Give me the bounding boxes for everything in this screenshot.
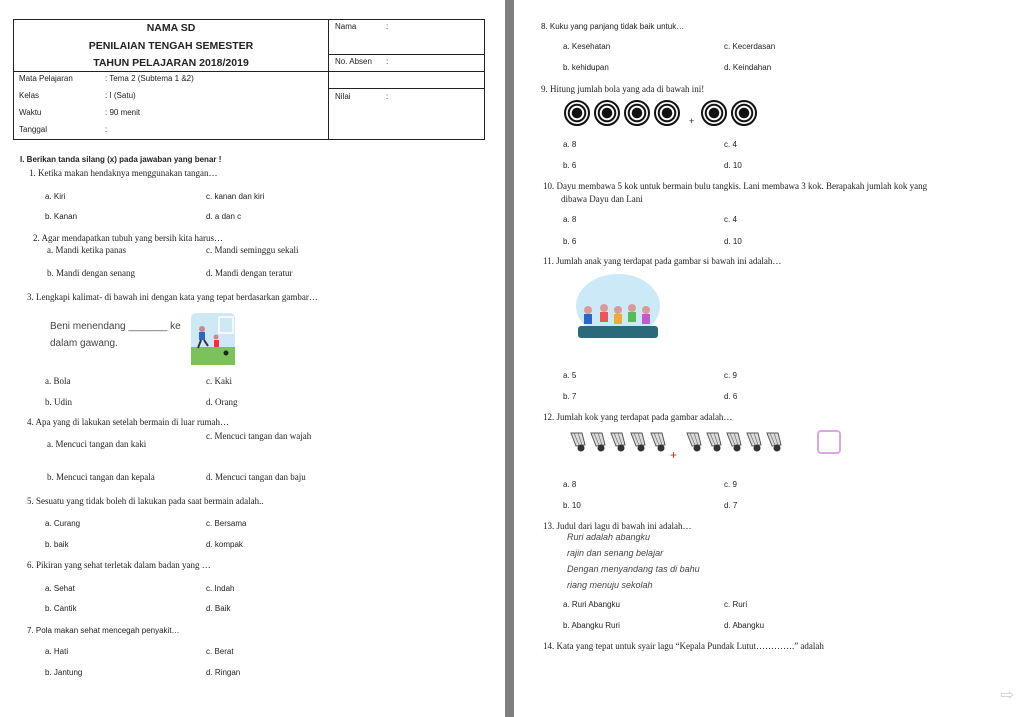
q7-option-c[interactable]: c. Berat (206, 647, 234, 656)
answer-box[interactable] (817, 430, 841, 454)
question-4: 4. Apa yang di lakukan setelah bermain di luar rumah… (27, 417, 229, 427)
q12-option-c[interactable]: c. 9 (724, 480, 737, 489)
q9-option-b[interactable]: b. 6 (563, 161, 577, 170)
page-right (514, 0, 1024, 717)
q5-option-a[interactable]: a. Curang (45, 519, 81, 528)
q8-option-d[interactable]: d. Keindahan (724, 63, 772, 72)
lyric-line-3: Dengan menyandang tas di bahu (567, 564, 700, 574)
shuttlecock-icon (570, 431, 588, 453)
shuttlecock-icon (686, 431, 704, 453)
q3-option-a[interactable]: a. Bola (45, 376, 71, 386)
q7-option-d[interactable]: d. Ringan (206, 668, 241, 677)
soccer-ball-icon (594, 100, 620, 126)
q5-option-c[interactable]: c. Bersama (206, 519, 247, 528)
date-value: : (105, 125, 108, 134)
q1-option-c[interactable]: c. kanan dan kiri (206, 192, 265, 201)
soccer-kid-illustration (191, 313, 235, 365)
shuttlecock-icon (590, 431, 608, 453)
page-left (0, 0, 505, 717)
q1-option-b[interactable]: b. Kanan (45, 212, 78, 221)
plus-sign-red: + (670, 448, 678, 462)
shuttlecock-icon (766, 431, 784, 453)
exam-title: PENILAIAN TENGAH SEMESTER (88, 40, 254, 52)
q13-option-b[interactable]: b. Abangku Ruri (563, 621, 620, 630)
nilai-label: Nilai (335, 92, 351, 101)
question-10-line2: dibawa Dayu dan Lani (561, 194, 643, 204)
exam-year: TAHUN PELAJARAN 2018/2019 (93, 57, 249, 69)
q4-option-a[interactable]: a. Mencuci tangan dan kaki (47, 439, 147, 449)
q13-option-c[interactable]: c. Ruri (724, 600, 748, 609)
q3-sentence-line1: Beni menendang _______ ke (50, 321, 181, 332)
time-label: Waktu (19, 108, 42, 117)
q8-option-a[interactable]: a. Kesehatan (563, 42, 611, 51)
q4-option-b[interactable]: b. Mencuci tangan dan kepala (47, 472, 155, 482)
q7-option-a[interactable]: a. Hati (45, 647, 69, 656)
question-3: 3. Lengkapi kalimat- di bawah ini dengan kata yang tepat berdasarkan gambar… (27, 292, 318, 302)
lyric-line-2: rajin dan senang belajar (567, 548, 664, 558)
nilai-colon: : (386, 92, 389, 101)
subject-label: Mata Pelajaran (19, 74, 73, 83)
question-9: 9. Hitung jumlah bola yang ada di bawah ini! (541, 84, 705, 94)
question-6: 6. Pikiran yang sehat terletak dalam badan yang … (27, 560, 211, 570)
class-label: Kelas (19, 91, 40, 100)
next-page-arrow-icon[interactable]: ⇨ (1000, 687, 1014, 704)
q5-option-d[interactable]: d. kompak (206, 540, 243, 549)
q2-option-b[interactable]: b. Mandi dengan senang (47, 268, 135, 278)
shuttlecock-icon (746, 431, 764, 453)
shuttlecock-icon (650, 431, 668, 453)
q10-option-b[interactable]: b. 6 (563, 237, 577, 246)
school-name: NAMA SD (146, 22, 196, 34)
class-value: : I (Satu) (105, 91, 136, 100)
q6-option-d[interactable]: d. Baik (206, 604, 231, 613)
q12-option-b[interactable]: b. 10 (563, 501, 581, 510)
q12-option-d[interactable]: d. 7 (724, 501, 738, 510)
q1-option-a[interactable]: a. Kiri (45, 192, 66, 201)
subject-value: : Tema 2 (Subtema 1 &2) (105, 74, 194, 83)
q3-sentence-line2: dalam gawang. (50, 338, 118, 349)
date-label: Tanggal (19, 125, 48, 134)
soccer-ball-icon (701, 100, 727, 126)
question-2: 2. Agar mendapatkan tubuh yang bersih kita harus… (33, 233, 223, 243)
q3-option-c[interactable]: c. Kaki (206, 376, 232, 386)
question-5: 5. Sesuatu yang tidak boleh di lakukan pada saat bermain adalah.. (27, 496, 264, 506)
soccer-ball-icon (654, 100, 680, 126)
q4-option-c[interactable]: c. Mencuci tangan dan wajah (206, 431, 312, 441)
q12-option-a[interactable]: a. 8 (563, 480, 577, 489)
question-8: 8. Kuku yang panjang tidak baik untuk… (541, 22, 685, 31)
q2-option-a[interactable]: a. Mandi ketika panas (47, 245, 126, 255)
question-11: 11. Jumlah anak yang terdapat pada gambar si bawah ini adalah… (543, 256, 782, 266)
q8-option-c[interactable]: c. Kecerdasan (724, 42, 776, 51)
lyric-line-4: riang menuju sekolah (567, 580, 653, 590)
q2-option-c[interactable]: c. Mandi seminggu sekali (206, 245, 299, 255)
soccer-ball-icon (731, 100, 757, 126)
soccer-ball-icon (564, 100, 590, 126)
question-14: 14. Kata yang tepat untuk syair lagu “Kepala Pundak Lutut………….” adalah (543, 641, 824, 651)
lyric-line-1: Ruri adalah abangku (567, 532, 651, 542)
q1-option-d[interactable]: d. a dan c (206, 212, 242, 221)
q11-option-c[interactable]: c. 9 (724, 371, 737, 380)
shuttlecock-icon (630, 431, 648, 453)
q2-option-d[interactable]: d. Mandi dengan teratur (206, 268, 293, 278)
q6-option-c[interactable]: c. Indah (206, 584, 235, 593)
q3-option-b[interactable]: b. Udin (45, 397, 72, 407)
q4-option-d[interactable]: d. Mencuci tangan dan baju (206, 472, 306, 482)
q11-option-b[interactable]: b. 7 (563, 392, 577, 401)
question-1: 1. Ketika makan hendaknya menggunakan tangan… (29, 168, 218, 178)
q9-option-c[interactable]: c. 4 (724, 140, 737, 149)
children-group-illustration (574, 272, 662, 344)
time-value: : 90 menit (105, 108, 141, 117)
plus-sign: + (689, 116, 695, 126)
absen-label: No. Absen (335, 57, 372, 66)
question-12: 12. Jumlah kok yang terdapat pada gambar adalah… (543, 412, 733, 422)
q5-option-b[interactable]: b. baik (45, 540, 69, 549)
q8-option-b[interactable]: b. kehidupan (563, 63, 609, 72)
q3-option-d[interactable]: d. Orang (206, 397, 238, 407)
q7-option-b[interactable]: b. Jantung (45, 668, 83, 677)
q10-option-a[interactable]: a. 8 (563, 215, 577, 224)
question-7: 7. Pola makan sehat mencegah penyakit… (27, 626, 180, 635)
shuttlecock-icon (610, 431, 628, 453)
absen-colon: : (386, 57, 389, 66)
shuttlecock-icon (726, 431, 744, 453)
q9-option-a[interactable]: a. 8 (563, 140, 577, 149)
q11-option-a[interactable]: a. 5 (563, 371, 577, 380)
nama-label: Nama (335, 22, 357, 31)
q6-option-b[interactable]: b. Cantik (45, 604, 77, 613)
q13-option-a[interactable]: a. Ruri Abangku (563, 600, 620, 609)
question-13: 13. Judul dari lagu di bawah ini adalah… (543, 521, 692, 531)
section-title: I. Berikan tanda silang (x) pada jawaban yang benar ! (20, 155, 222, 164)
q11-option-d[interactable]: d. 6 (724, 392, 738, 401)
q9-option-d[interactable]: d. 10 (724, 161, 742, 170)
q10-option-d[interactable]: d. 10 (724, 237, 742, 246)
q6-option-a[interactable]: a. Sehat (45, 584, 75, 593)
shuttlecock-icon (706, 431, 724, 453)
soccer-ball-icon (624, 100, 650, 126)
q10-option-c[interactable]: c. 4 (724, 215, 737, 224)
q13-option-d[interactable]: d. Abangku (724, 621, 765, 630)
question-10: 10. Dayu membawa 5 kok untuk bermain bulu tangkis. Lani membawa 3 kok. Berapakah jumlah kok yang (543, 181, 928, 191)
exam-header-table (13, 19, 485, 140)
nama-colon: : (386, 22, 389, 31)
